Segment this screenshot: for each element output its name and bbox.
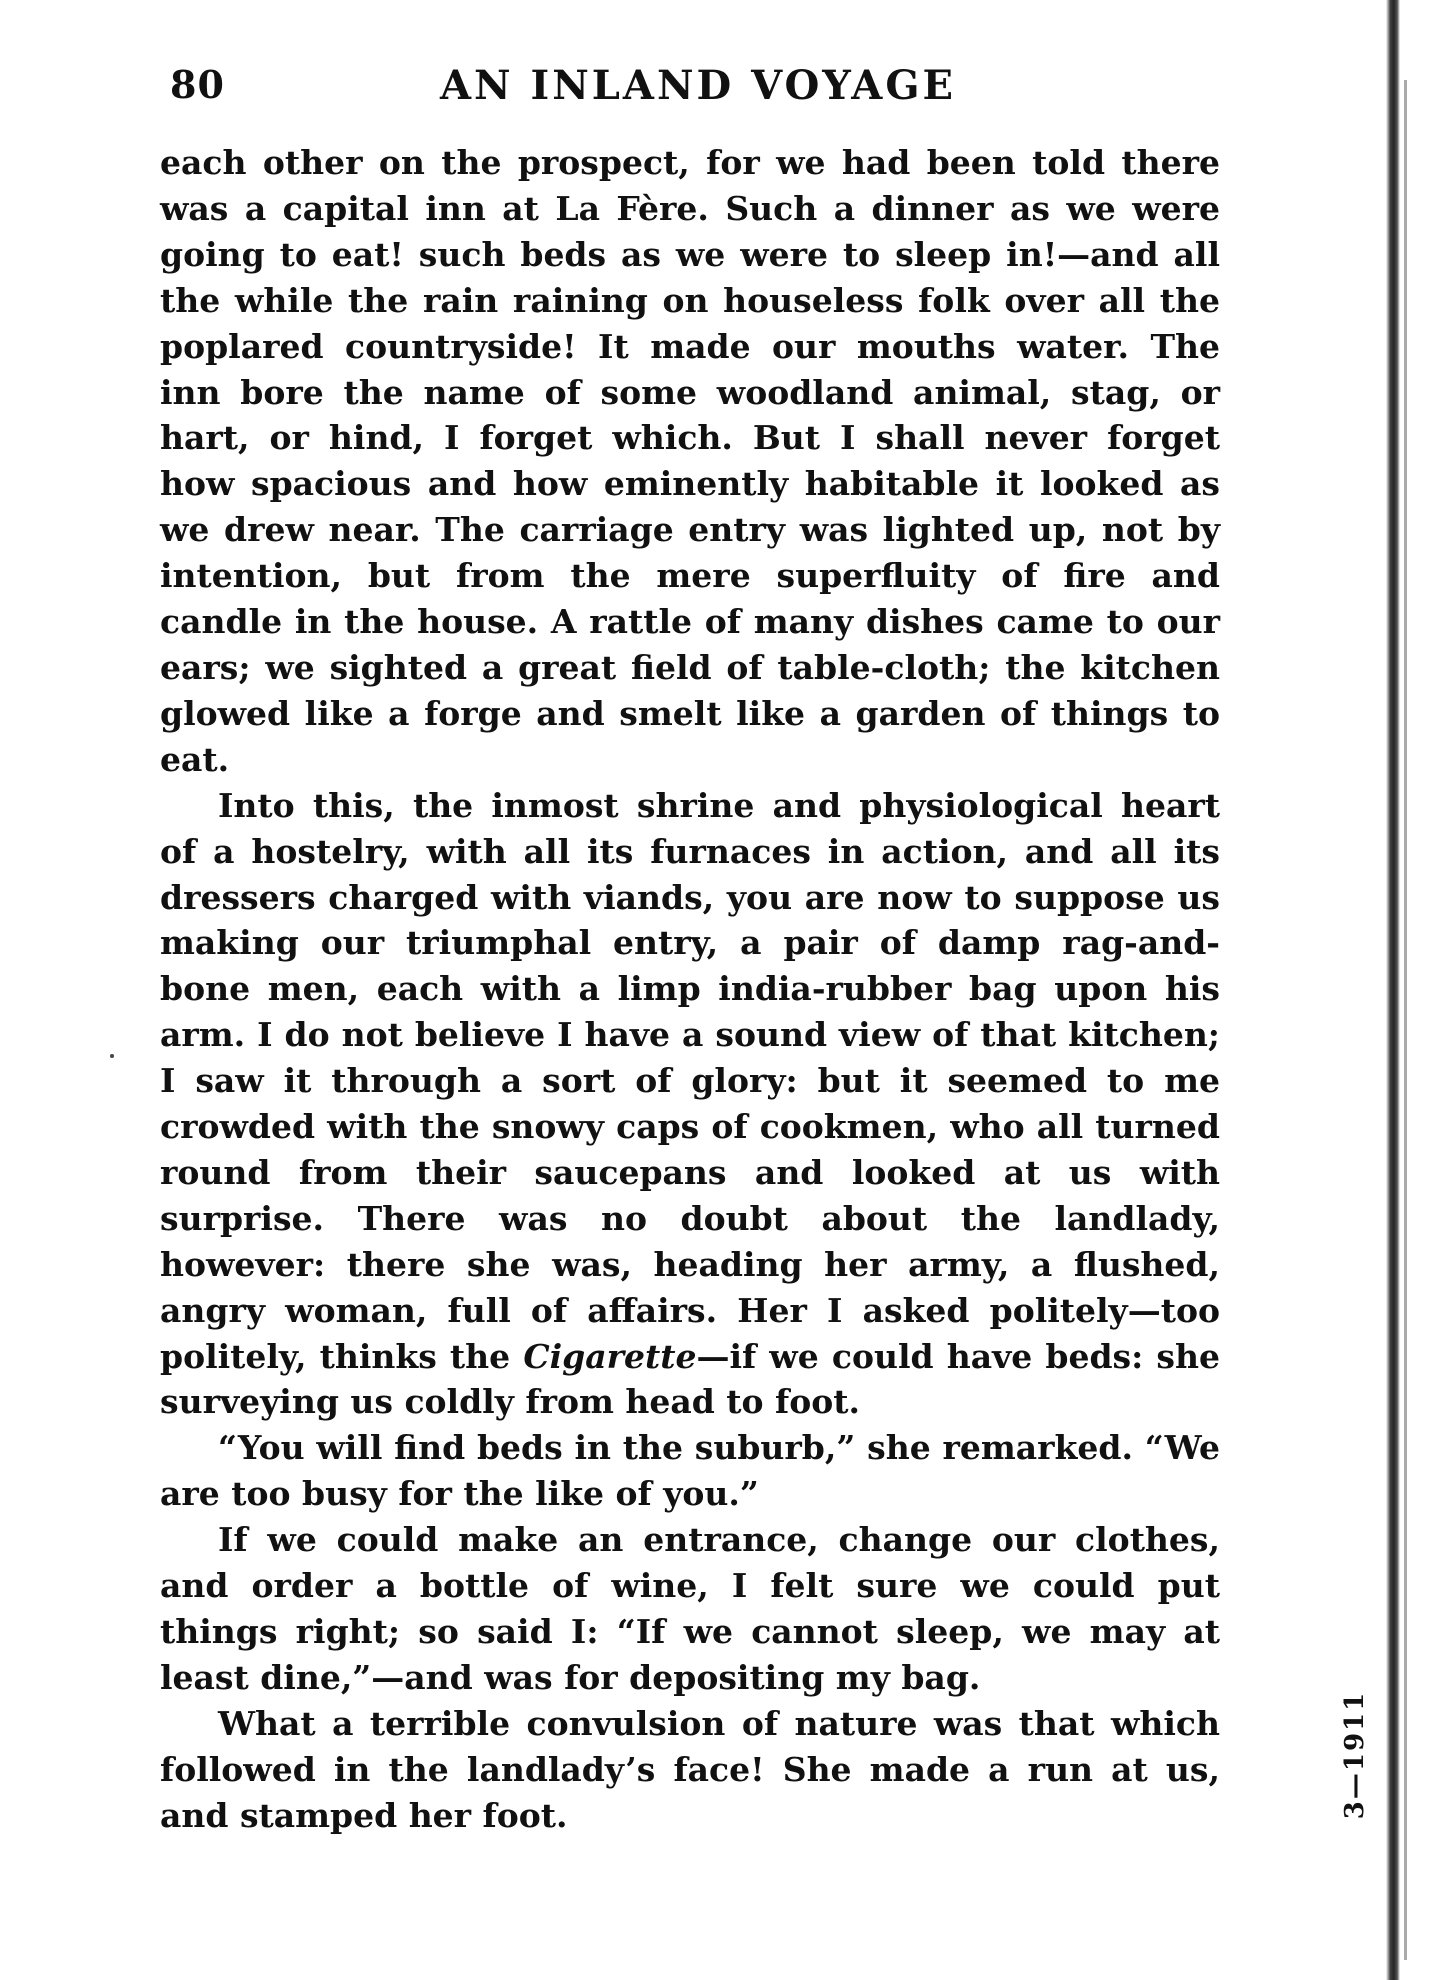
binding-edge-shadow <box>1404 80 1407 1960</box>
page-number: 80 <box>170 62 225 107</box>
cigarette-italic: Cigarette <box>523 1336 697 1376</box>
ink-speck <box>110 1054 114 1058</box>
paragraph-2-start: Into this, the inmost shrine and physiological heart of a hostelry, with all its furnaces in action, and all its dressers charged with viands, you are now to suppose us making our triumphal entry, a pair of damp rag-and-bone men, each with a limp india-rubber bag upon his arm. I do not believe I have a sound view of that kitchen; I saw it through a sort of glory: but it seemed to me crowded with the snowy caps of cookmen, who all turned round from their saucepans and looked at us with surprise. There was no doubt about the landlady, however: there she was, heading her army, a flushed, angry woman, full of affairs. Her I asked politely—too politely, thinks the <box>160 785 1220 1376</box>
margin-stamp <box>1335 1690 1375 1820</box>
running-title: AN INLAND VOYAGE <box>440 62 956 109</box>
paragraph-2 <box>160 783 1220 1426</box>
binding-edge <box>1386 0 1400 1980</box>
paragraph-4: If we could make an entrance, change our clothes, and order a bottle of wine, I felt sure we could put things right; so said I: “If we cannot sleep, we may at least dine,”—and was for depositing my bag. <box>160 1520 1220 1697</box>
paragraph-2-end: —if we could have beds: she surveying us coldly from head to foot. <box>160 1336 1221 1422</box>
margin-stamp-text: 3—1911 <box>1340 1690 1370 1820</box>
paragraph-5: What a terrible convulsion of nature was that which followed in the landlady’s face! She made a run at us, and stamped her foot. <box>160 1703 1220 1835</box>
body-text <box>160 140 1220 1839</box>
paragraph-3: “You will find beds in the suburb,” she remarked. “We are too busy for the like of you.” <box>160 1428 1220 1514</box>
paragraph-1: each other on the prospect, for we had been told there was a capital inn at La Fère. Such a dinner as we were going to eat! such beds as we were to sleep in!—and all the while the rain raining on houseless folk over all the poplared countryside! It made our mouths water. The inn bore the name of some woodland animal, stag, or hart, or hind, I forget which. But I shall never forget how spacious and how eminently habitable it looked as we drew near. The carriage entry was lighted up, not by intention, but from the mere superfluity of fire and candle in the house. A rattle of many dishes came to our ears; we sighted a great field of table-cloth; the kitchen glowed like a forge and smelt like a garden of things to eat. <box>160 143 1220 779</box>
page-header <box>170 62 1230 122</box>
